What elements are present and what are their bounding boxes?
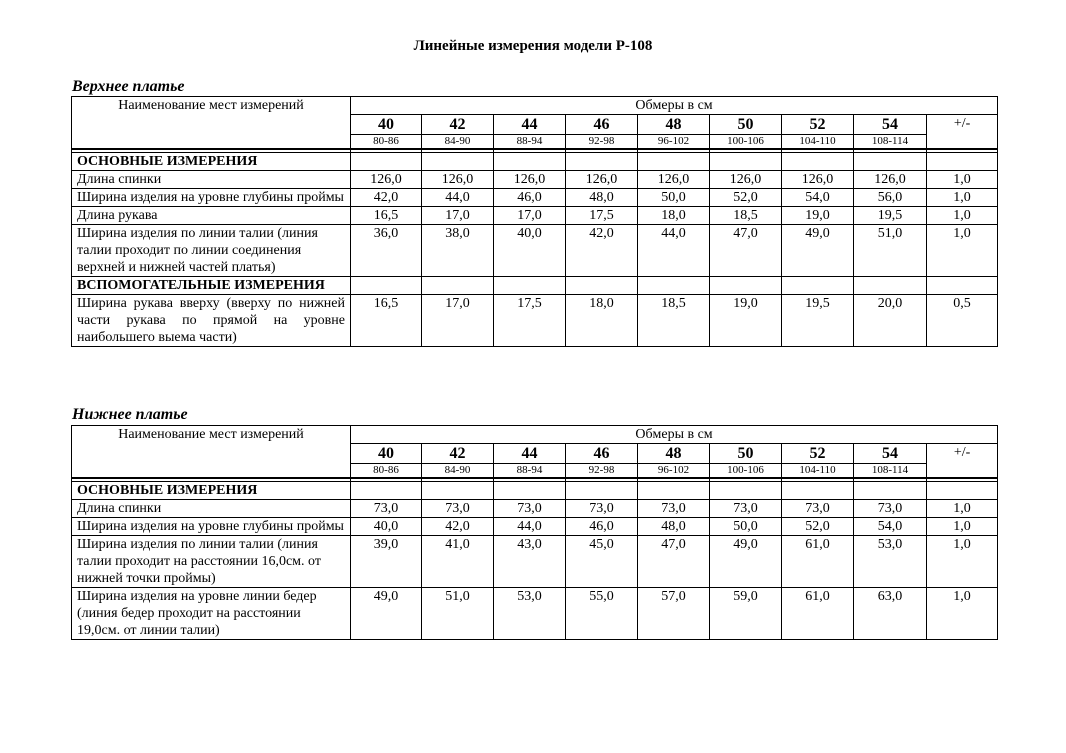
size-header: 42 [422, 115, 494, 135]
measurement-value [710, 153, 782, 171]
size-range: 100-106 [710, 135, 782, 150]
measurement-value: 73,0 [854, 500, 927, 518]
measurement-value: 126,0 [422, 171, 494, 189]
measurement-value [566, 153, 638, 171]
tolerance-value: 1,0 [927, 189, 998, 207]
size-range: 80-86 [351, 464, 422, 479]
measurement-value: 126,0 [782, 171, 854, 189]
measurement-value: 17,5 [566, 207, 638, 225]
measurement-value [782, 482, 854, 500]
measurement-value [782, 277, 854, 295]
measurement-value: 50,0 [710, 518, 782, 536]
measurement-value: 126,0 [710, 171, 782, 189]
measurement-value [494, 277, 566, 295]
size-range: 96-102 [638, 135, 710, 150]
measurement-value: 19,5 [854, 207, 927, 225]
measurement-label: Ширина изделия на уровне глубины проймы [72, 189, 351, 207]
measurement-value: 61,0 [782, 588, 854, 640]
measurement-value: 43,0 [494, 536, 566, 588]
measurement-label: ВСПОМОГАТЕЛЬНЫЕ ИЗМЕРЕНИЯ [72, 277, 351, 295]
measurement-value [494, 153, 566, 171]
measurement-value: 17,0 [422, 295, 494, 347]
measurement-value: 18,0 [566, 295, 638, 347]
measurement-value: 19,0 [782, 207, 854, 225]
tolerance-value [927, 482, 998, 500]
table-row [72, 153, 998, 171]
size-header: 54 [854, 444, 927, 464]
tolerance-header: +/- [927, 115, 998, 150]
measurement-value [710, 482, 782, 500]
measurement-value [351, 277, 422, 295]
measurement-label: Ширина рукава вверху (вверху по нижней части рукава по прямой на уровне наибольшего выема части) [72, 295, 351, 347]
measurement-value [854, 277, 927, 295]
measurement-value: 45,0 [566, 536, 638, 588]
measurement-value [782, 153, 854, 171]
measurement-value: 40,0 [351, 518, 422, 536]
measurement-value: 126,0 [566, 171, 638, 189]
measurement-label: Длина рукава [72, 207, 351, 225]
measurement-value: 41,0 [422, 536, 494, 588]
measurement-label: Длина спинки [72, 500, 351, 518]
measurement-label: Ширина изделия на уровне линии бедер (линия бедер проходит на расстоянии 19,0см. от линии талии) [72, 588, 351, 640]
measurement-value: 44,0 [422, 189, 494, 207]
measurement-value: 18,0 [638, 207, 710, 225]
section-title-lower: Нижнее платье [72, 406, 188, 423]
measurement-value: 53,0 [494, 588, 566, 640]
measurement-value [638, 277, 710, 295]
size-header: 46 [566, 115, 638, 135]
size-range: 84-90 [422, 464, 494, 479]
measurement-value: 73,0 [351, 500, 422, 518]
measurement-value [854, 153, 927, 171]
measurement-value: 38,0 [422, 225, 494, 277]
measurement-value [854, 482, 927, 500]
measurement-value [351, 482, 422, 500]
tolerance-value [927, 153, 998, 171]
tolerance-value: 1,0 [927, 500, 998, 518]
section-title-upper: Верхнее платье [72, 78, 185, 95]
measurement-label: Длина спинки [72, 171, 351, 189]
measurement-value: 73,0 [710, 500, 782, 518]
measurement-value: 63,0 [854, 588, 927, 640]
measurement-value [422, 482, 494, 500]
measurement-value: 54,0 [854, 518, 927, 536]
size-range: 88-94 [494, 464, 566, 479]
size-header: 42 [422, 444, 494, 464]
size-range: 100-106 [710, 464, 782, 479]
measurement-value: 17,0 [494, 207, 566, 225]
table-row [72, 225, 998, 277]
measurements-header: Обмеры в см [351, 426, 998, 444]
measurement-value: 49,0 [710, 536, 782, 588]
size-range: 108-114 [854, 135, 927, 150]
size-range: 104-110 [782, 464, 854, 479]
tolerance-value: 1,0 [927, 536, 998, 588]
measurement-value [638, 153, 710, 171]
measurement-value: 49,0 [351, 588, 422, 640]
measurement-value: 51,0 [854, 225, 927, 277]
size-header: 46 [566, 444, 638, 464]
size-header: 52 [782, 444, 854, 464]
measurement-value: 42,0 [422, 518, 494, 536]
measurement-value: 47,0 [710, 225, 782, 277]
measurements-header: Обмеры в см [351, 97, 998, 115]
measurement-value: 18,5 [638, 295, 710, 347]
measurement-value: 54,0 [782, 189, 854, 207]
name-column-header: Наименование мест измерений [72, 426, 351, 479]
measurement-value: 49,0 [782, 225, 854, 277]
measurement-value: 40,0 [494, 225, 566, 277]
measurement-value [566, 277, 638, 295]
measurements-table-lower [71, 425, 998, 640]
measurement-value: 16,5 [351, 295, 422, 347]
size-header: 44 [494, 115, 566, 135]
measurement-label: Ширина изделия на уровне глубины проймы [72, 518, 351, 536]
measurement-value: 52,0 [782, 518, 854, 536]
measurement-value: 126,0 [351, 171, 422, 189]
table-row [72, 500, 998, 518]
table-row [72, 295, 998, 347]
measurement-value: 48,0 [638, 518, 710, 536]
measurement-value [422, 153, 494, 171]
size-range: 92-98 [566, 464, 638, 479]
tolerance-value: 1,0 [927, 207, 998, 225]
measurement-value: 73,0 [638, 500, 710, 518]
table-row [72, 189, 998, 207]
measurement-value: 20,0 [854, 295, 927, 347]
table-row [72, 588, 998, 640]
measurement-value: 53,0 [854, 536, 927, 588]
size-header: 48 [638, 444, 710, 464]
measurement-value: 126,0 [638, 171, 710, 189]
tolerance-value: 1,0 [927, 225, 998, 277]
measurement-value: 126,0 [494, 171, 566, 189]
measurement-label: ОСНОВНЫЕ ИЗМЕРЕНИЯ [72, 482, 351, 500]
tolerance-value: 1,0 [927, 518, 998, 536]
measurement-value: 55,0 [566, 588, 638, 640]
size-header: 52 [782, 115, 854, 135]
measurement-value: 42,0 [566, 225, 638, 277]
measurement-value: 44,0 [638, 225, 710, 277]
header-row [72, 426, 998, 444]
measurement-value: 36,0 [351, 225, 422, 277]
measurement-value: 73,0 [422, 500, 494, 518]
measurement-value: 47,0 [638, 536, 710, 588]
header-row [72, 97, 998, 115]
measurement-value: 44,0 [494, 518, 566, 536]
size-header: 48 [638, 115, 710, 135]
measurement-value: 48,0 [566, 189, 638, 207]
measurement-value: 56,0 [854, 189, 927, 207]
measurement-value: 19,0 [710, 295, 782, 347]
size-header: 40 [351, 444, 422, 464]
measurement-value [351, 153, 422, 171]
name-column-header: Наименование мест измерений [72, 97, 351, 150]
measurement-value: 19,5 [782, 295, 854, 347]
measurement-value: 46,0 [494, 189, 566, 207]
tolerance-value: 1,0 [927, 588, 998, 640]
measurement-value: 17,0 [422, 207, 494, 225]
measurement-value: 50,0 [638, 189, 710, 207]
measurement-value: 16,5 [351, 207, 422, 225]
measurement-label: Ширина изделия по линии талии (линия талии проходит по линии соединения верхней и нижней частей платья) [72, 225, 351, 277]
measurement-value [494, 482, 566, 500]
measurement-value [638, 482, 710, 500]
measurement-value: 51,0 [422, 588, 494, 640]
size-header: 40 [351, 115, 422, 135]
tolerance-value: 0,5 [927, 295, 998, 347]
size-range: 104-110 [782, 135, 854, 150]
size-range: 80-86 [351, 135, 422, 150]
measurement-value: 17,5 [494, 295, 566, 347]
page-title: Линейные измерения модели Р-108 [413, 38, 653, 54]
measurement-value: 61,0 [782, 536, 854, 588]
measurement-value: 39,0 [351, 536, 422, 588]
size-header: 54 [854, 115, 927, 135]
size-header: 50 [710, 444, 782, 464]
size-range: 92-98 [566, 135, 638, 150]
measurement-value: 73,0 [782, 500, 854, 518]
size-range: 88-94 [494, 135, 566, 150]
size-range: 96-102 [638, 464, 710, 479]
tolerance-header: +/- [927, 444, 998, 479]
tolerance-value [927, 277, 998, 295]
table-row [72, 482, 998, 500]
measurement-value: 42,0 [351, 189, 422, 207]
table-row [72, 518, 998, 536]
table-row [72, 277, 998, 295]
measurement-value: 126,0 [854, 171, 927, 189]
measurement-value: 57,0 [638, 588, 710, 640]
measurement-value: 52,0 [710, 189, 782, 207]
measurement-value: 73,0 [566, 500, 638, 518]
measurements-table-upper [71, 96, 998, 347]
measurement-value: 73,0 [494, 500, 566, 518]
size-header: 44 [494, 444, 566, 464]
measurement-value [710, 277, 782, 295]
measurement-value: 59,0 [710, 588, 782, 640]
measurement-value [566, 482, 638, 500]
measurement-label: ОСНОВНЫЕ ИЗМЕРЕНИЯ [72, 153, 351, 171]
tolerance-value: 1,0 [927, 171, 998, 189]
measurement-label: Ширина изделия по линии талии (линия талии проходит на расстоянии 16,0см. от нижней точки проймы) [72, 536, 351, 588]
measurement-value: 46,0 [566, 518, 638, 536]
measurement-value: 18,5 [710, 207, 782, 225]
table-row [72, 171, 998, 189]
table-row [72, 207, 998, 225]
measurement-value [422, 277, 494, 295]
size-range: 108-114 [854, 464, 927, 479]
table-row [72, 536, 998, 588]
size-header: 50 [710, 115, 782, 135]
size-range: 84-90 [422, 135, 494, 150]
